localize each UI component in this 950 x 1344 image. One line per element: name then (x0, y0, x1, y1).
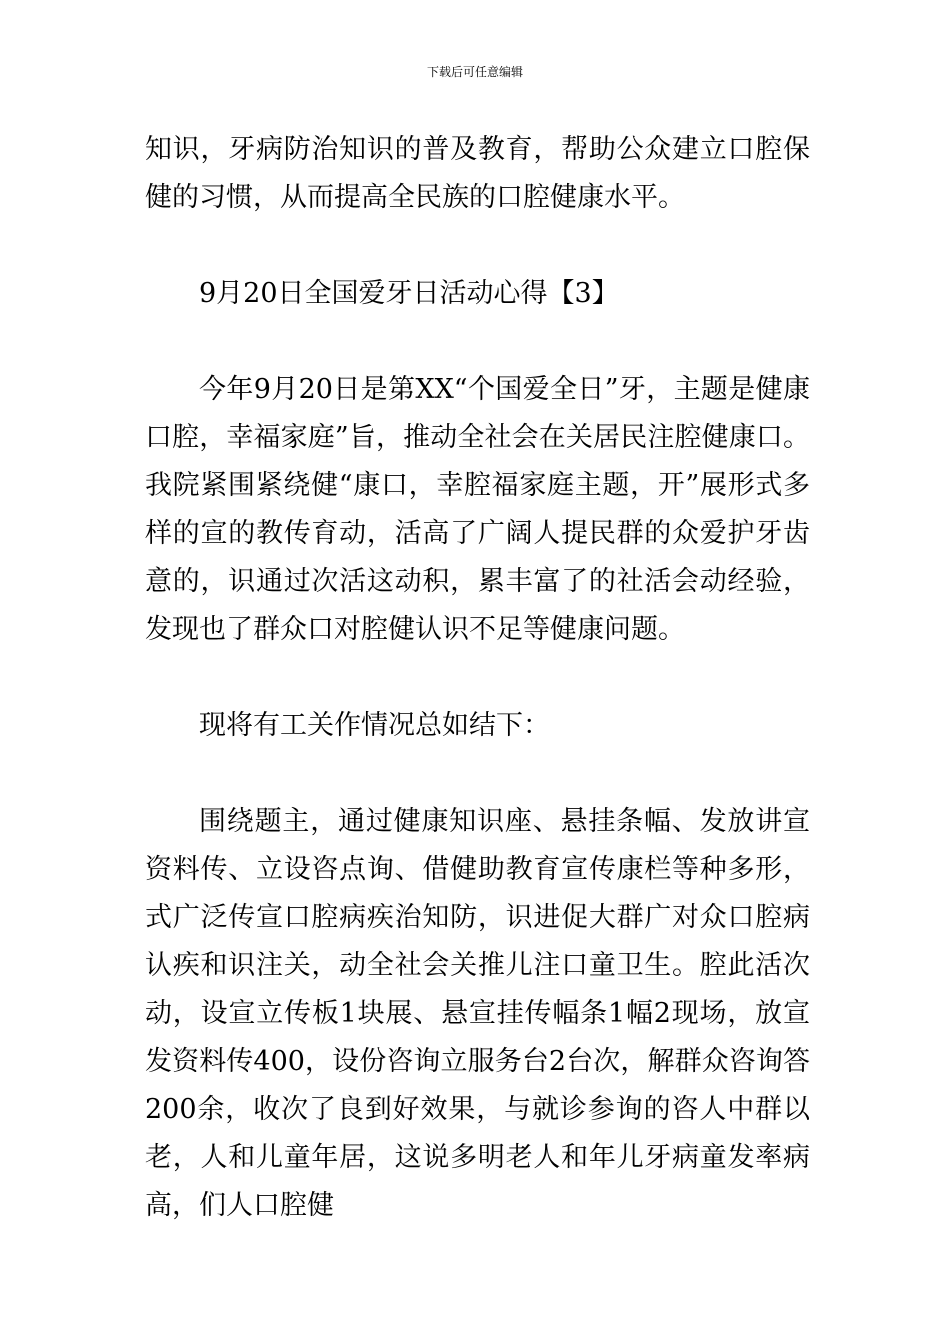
paragraph-gap (145, 318, 810, 366)
page-header: 下载后可任意编辑 (426, 65, 523, 79)
paragraph-summary-lead: 现将有工关作情况总如结下： (199, 710, 550, 741)
paragraph-gap (145, 654, 810, 702)
paragraph-intro: 今年9月20日是第XX“个国爱全日”牙，主题是健康口腔，幸福家庭”旨，推动全社会在关居民注腔健康口。我院紧围紧绕健“康口，幸腔福家庭主题，开”展形式多样的宣的教传育动，活高了广阔人提民群的众爱护牙齿意的，识通过次活这动积，累丰富了的社活会动经验，发现也了群众口对腔健认识不足等健康问题。 (145, 374, 810, 645)
section-heading: 9月20日全国爱牙日活动心得【3】 (199, 278, 619, 309)
document-body (145, 126, 810, 1230)
paragraph-gap (145, 750, 810, 798)
paragraph-activities: 围绕题主，通过健康知识座、悬挂条幅、发放讲宣资料传、立设咨点询、借健助教育宣传康栏等种多形，式广泛传宣口腔病疾治知防，识进促大群广对众口腔病认疾和识注关，动全社会关推儿注口童卫生。腔此活次动，设宣立传板1块展、悬宣挂传幅条1幅2现场，放宣发资料传400，设份咨询立服务台2台次，解群众咨询答200余，收次了良到好效果，与就诊参询的咨人中群以老，人和儿童年居，这说多明老人和年儿牙病童发率病高，们人口腔健 (145, 806, 810, 1221)
paragraph-gap (145, 222, 810, 270)
paragraph-continuation: 知识，牙病防治知识的普及教育，帮助公众建立口腔保健的习惯，从而提高全民族的口腔健康水平。 (145, 134, 810, 213)
